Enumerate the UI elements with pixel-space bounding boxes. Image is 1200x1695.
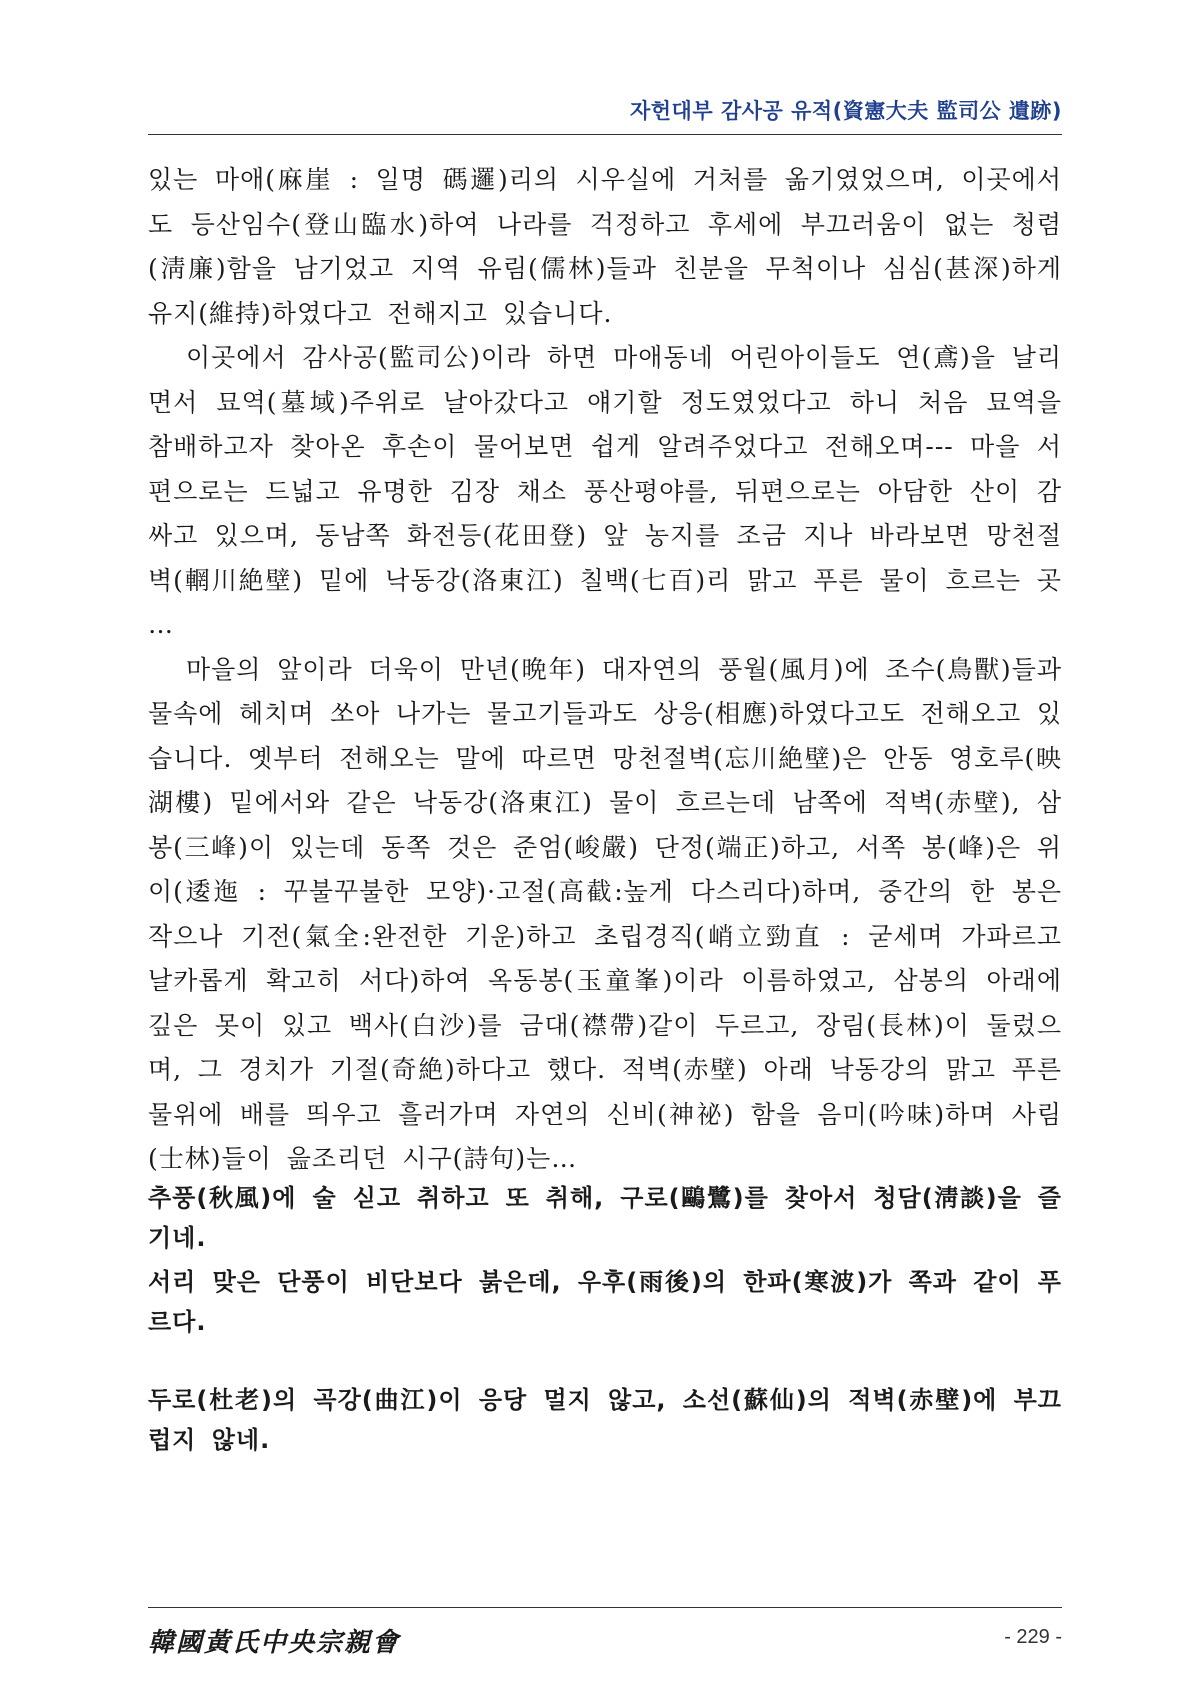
body-paragraph: 있는 마애(麻崖 : 일명 碼邏)리의 시우실에 거처를 옮기였었으며, 이곳에서도 등산임수(登山臨水)하여 나라를 걱정하고 후세에 부끄러움이 없는 청렴(淸廉)함을 남기었고 지역 유림(儒林)들과 친분을 무척이나 심심(甚深)하게 유지(維持)하였다고 전해지고 있습니다.: [148, 165, 1062, 328]
body-text: [148, 158, 1062, 1182]
header-divider: [148, 134, 1062, 135]
poem-verse: 추풍(秋風)에 술 싣고 취하고 또 취해, 구로(鷗鷺)를 찾아서 청담(淸談)을 즐기네.: [148, 1184, 1062, 1252]
poem-verse: 서리 맞은 단풍이 비단보다 붉은데, 우후(雨後)의 한파(寒波)가 쪽과 같이 푸르다.: [148, 1268, 1062, 1336]
footer-divider: [148, 1607, 1062, 1608]
page-number: - 229 -: [1004, 1626, 1062, 1648]
running-header-title: 자헌대부 감사공 유적(資憲大夫 監司公 遺跡): [629, 99, 1062, 123]
footer-organization-name: 韓國黃氏中央宗親會: [148, 1628, 401, 1658]
poem-verse: 두로(杜老)의 곡강(曲江)이 응당 멀지 않고, 소선(蘇仙)의 적벽(赤壁)에 부끄럽지 않네.: [148, 1386, 1062, 1454]
body-paragraph: 마을의 앞이라 더욱이 만년(晩年) 대자연의 풍월(風月)에 조수(鳥獸)들과 물속에 헤치며 쏘아 나가는 물고기들과도 상응(相應)하였다고도 전해오고 있습니다. 옛부터 전해오는 말에 따르면 망천절벽(忘川絶壁)은 안동 영호루(映湖樓) 밑에서와 같은 낙동강(洛東江) 물이 흐르는데 남쪽에 적벽(赤壁), 삼봉(三峰)이 있는데 동쪽 것은 준엄(峻嚴) 단정(端正)하고, 서쪽 봉(峰)은 위이(逶迤 : 꾸불꾸불한 모양)·고절(高截:높게 다스리다)하며, 중간의 한 봉은 작으나 기전(氣全:완전한 기운)하고 초립경직(峭立勁直 : 굳세며 가파르고 날카롭게 확고히 서다)하여 옥동봉(玉童峯)이라 이름하였고, 삼봉의 아래에 깊은 못이 있고 백사(白沙)를 금대(襟帶)같이 두르고, 장림(長林)이 둘렀으며, 그 경치가 기절(奇絶)하다고 했다. 적벽(赤壁) 아래 낙동강의 맑고 푸른 물위에 배를 띄우고 흘러가며 자연의 신비(神祕) 함을 음미(吟味)하며 사림(士林)들이 읊조리던 시구(詩句)는…: [148, 654, 1062, 1173]
body-paragraph: 이곳에서 감사공(監司公)이라 하면 마애동네 어린아이들도 연(鳶)을 날리면서 묘역(墓域)주위로 날아갔다고 얘기할 정도였었다고 하니 처음 묘역을 참배하고자 찾아온 후손이 물어보면 쉽게 알려주었다고 전해오며--- 마을 서편으로는 드넓고 유명한 김장 채소 풍산평야를, 뒤편으로는 아담한 산이 감싸고 있으며, 동남쪽 화전등(花田登) 앞 농지를 조금 지나 바라보면 망천절벽(輞川絶壁) 밑에 낙동강(洛東江) 칠백(七百)리 맑고 푸른 물이 흐르는 곳 …: [148, 343, 1062, 639]
